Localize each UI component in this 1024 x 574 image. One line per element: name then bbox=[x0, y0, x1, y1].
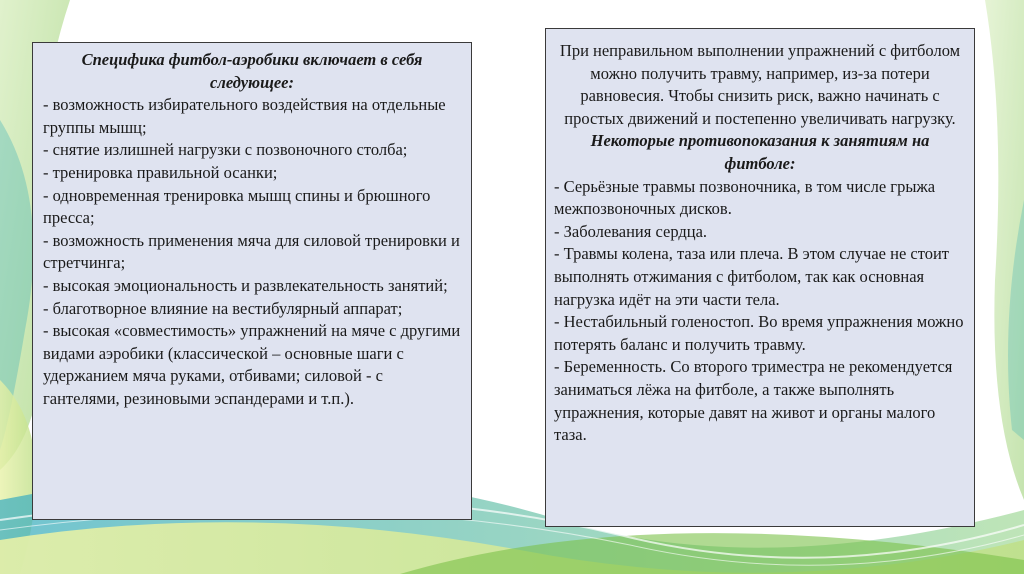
right-box-title: Некоторые противопоказания к занятиям на фитболе: bbox=[590, 131, 930, 173]
left-list-item: - возможность избирательного воздействия на отдельные группы мышц; bbox=[43, 95, 446, 137]
left-list-item: - высокая эмоциональность и развлекательность занятий; bbox=[43, 275, 448, 295]
right-list-item: - Травмы колена, таза или плеча. В этом случае не стоит выполнять отжимания с фитболом, так как основная нагрузка идёт на эти части тела. bbox=[554, 244, 950, 309]
left-text-box bbox=[32, 42, 472, 520]
left-list-item: - высокая «совместимость» упражнений на мяче с другими видами аэробики (классической – основные шаги с удержанием мяча руками, отбивами; силовой - с гантелями, резиновыми эспандерами и т.п.). bbox=[43, 321, 461, 408]
right-text-box bbox=[545, 28, 975, 527]
right-list-item: - Серьёзные травмы позвоночника, в том числе грыжа межпозвоночных дисков. bbox=[554, 176, 936, 219]
left-box-title: Специфика фитбол-аэробики включает в себя следующее: bbox=[81, 50, 423, 92]
right-list-item: - Заболевания сердца. bbox=[554, 221, 708, 241]
left-list-item: - благотворное влияние на вестибулярный аппарат; bbox=[43, 298, 403, 318]
left-list-item: - одновременная тренировка мышц спины и брюшного пресса; bbox=[43, 185, 431, 228]
right-list-item: - Беременность. Со второго триместра не рекомендуется заниматься лёжа на фитболе, а также выполнять упражнения, которые давят на живот и органы малого таза. bbox=[554, 357, 953, 445]
left-list-item: - тренировка правильной осанки; bbox=[43, 162, 278, 182]
left-list-item: - снятие излишней нагрузки с позвоночного столба; bbox=[43, 140, 408, 160]
right-box-intro: При неправильном выполнении упражнений с фитболом можно получить травму, например, из-за потери равновесия. Чтобы снизить риск, важно начинать с простых движений и постепенно увеличивать нагрузку. bbox=[559, 41, 961, 128]
left-list-item: - возможность применения мяча для силовой тренировки и стретчинга; bbox=[43, 230, 460, 273]
right-list-item: - Нестабильный голеностоп. Во время упражнения можно потерять баланс и получить травму. bbox=[554, 312, 964, 354]
